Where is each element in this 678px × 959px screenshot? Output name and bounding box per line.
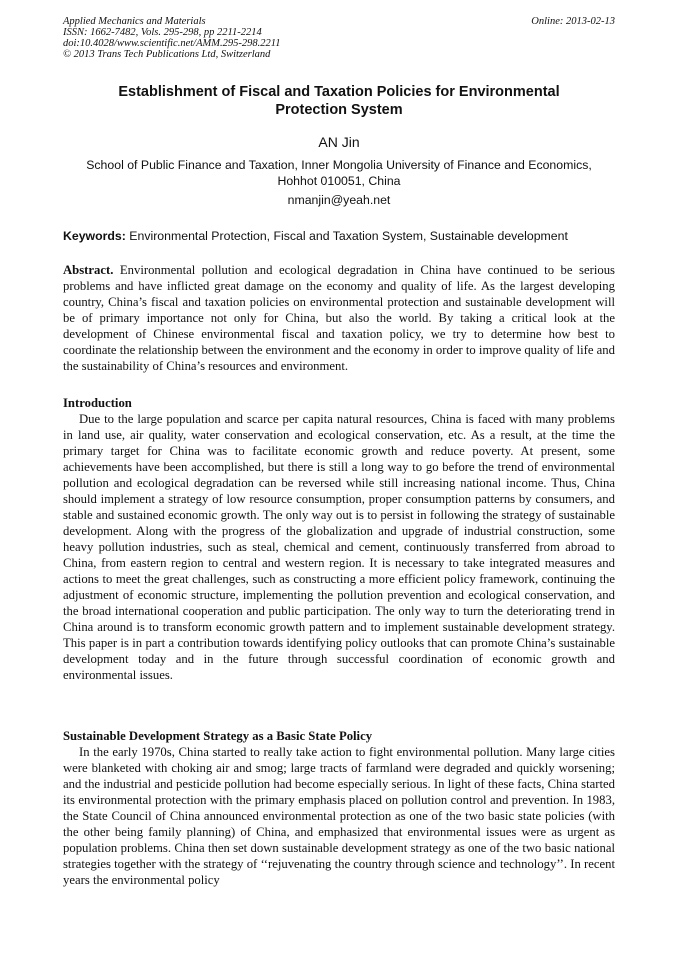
sustainable-development-body (63, 744, 615, 944)
journal-name: Applied Mechanics and Materials (63, 16, 206, 27)
affiliation-line-2: Hohhot 010051, China (277, 173, 401, 188)
author-email: nmanjin@yeah.net (287, 193, 391, 207)
issn-line: ISSN: 1662-7482, Vols. 295-298, pp 2211-2214 (63, 27, 262, 38)
abstract (63, 262, 615, 374)
sustainable-development-paragraph: In the early 1970s, China started to really take action to fight environmental pollution. Many large cities were blanketed with choking air and smog; large tracts of farmland were degraded and quickly worsening; and the industrial and pesticide pollution had become especially serious. In light of these facts, China started its environmental protection with the primary emphasis placed on pollution control and prevention. In 1983, the State Council of China announced environmental protection as one of the two basic state policies (with the other being family planning) of China, and emphasized that environmental issues were as urgent as population problems. China then set down sustainable development strategy as one of the two basic national strategies together with the strategy of ‘‘rejuvenating the country through science and technology’’. In recent years the environmental policy (63, 745, 615, 887)
keywords (63, 229, 615, 244)
copyright-line: © 2013 Trans Tech Publications Ltd, Switzerland (63, 49, 271, 60)
abstract-text: Environmental pollution and ecological degradation in China have continued to be serious problems and have inflicted great damage on the economy and quality of life. As the largest developing country, China’s fiscal and taxation policies on environmental protection and sustainable development will be of primary importance not only for China, but also the world. By taking a critical look at the development of Chinese environmental fiscal and taxation policy, we try to determine how best to coordinate the relationship between the environment and the economy in order to improve quality of life and the sustainability of China’s resources and environment. (63, 263, 615, 373)
abstract-label: Abstract. (63, 263, 114, 277)
journal-header (63, 16, 615, 60)
title-line-2: Protection System (275, 102, 403, 118)
author-name: AN Jin (318, 134, 360, 150)
doi-line: doi:10.4028/www.scientific.net/AMM.295-298.2211 (63, 38, 281, 49)
introduction-heading: Introduction (63, 396, 132, 410)
keywords-text: Environmental Protection, Fiscal and Taxation System, Sustainable development (125, 229, 568, 243)
paper-title (63, 83, 615, 119)
affiliation-line-1: School of Public Finance and Taxation, Inner Mongolia University of Finance and Economics, (86, 158, 592, 172)
introduction-body (63, 411, 615, 683)
title-line-1: Establishment of Fiscal and Taxation Policies for Environmental (118, 84, 560, 100)
online-date: Online: 2013-02-13 (531, 16, 615, 27)
sustainable-development-heading: Sustainable Development Strategy as a Basic State Policy (63, 729, 373, 743)
keywords-label: Keywords: (63, 229, 126, 243)
affiliation (63, 158, 615, 189)
introduction-paragraph: Due to the large population and scarce per capita natural resources, China is faced with many problems in land use, air quality, water conservation and ecological conservation, etc. As a result, at the time the primary target for China was to facilitate economic growth and reduce poverty. At present, some achievements have been accomplished, but there is still a long way to go before the trend of environmental pollution and ecological degradation can be reversed while still increasing national income. Thus, China should implement a strategy of low resource consumption, proper consumption patterns by consumers, and stable and sustained economic growth. The only way out is to persist in following the strategy of sustainable development. Along with the progress of the globalization and upgrade of industrial construction, some heavy pollution industries, such as steal, chemical and cement, continuously transferred from abroad to China, from eastern region to central and western region. It is necessary to take integrated measures and actions to meet the great challenges, such as constructing a more efficient policy framework, continuing the adjustment of economic structure, implementing the pollution prevention and ecological conservation, and the broad international cooperation and public participation. The only way to turn the deteriorating trend in China around is to transform economic growth pattern and to implement sustainable development strategy. This paper is in part a contribution towards identifying policy outlooks that can promote China’s sustainable development today and in the future through successful coordination of economic growth and environmental issues. (63, 412, 615, 682)
